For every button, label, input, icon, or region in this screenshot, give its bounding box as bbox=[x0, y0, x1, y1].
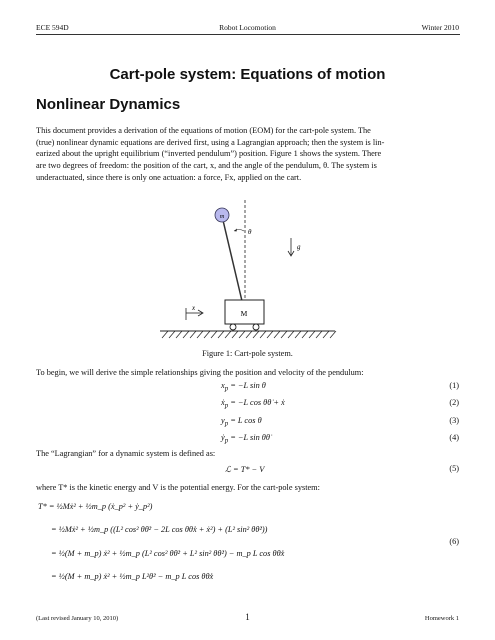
eq2-rhs: = −L cos θθ̇ + ẋ bbox=[230, 398, 285, 407]
ground-hatch bbox=[253, 331, 259, 338]
ground-hatch bbox=[225, 331, 231, 338]
cart-wheel-left bbox=[230, 324, 236, 330]
kinetic-line-3: = ½(M + m_p) ẋ² + ½m_p (L² cos² θθ̇² + L² sin² θθ̇²) − m_p L cos θθ̇ẋ bbox=[51, 549, 285, 558]
eq3-lhs: y bbox=[221, 416, 225, 425]
angle-label: θ bbox=[248, 228, 252, 236]
cart-pole-figure bbox=[130, 200, 370, 345]
position-label: x bbox=[192, 304, 196, 312]
ground-hatch bbox=[267, 331, 273, 338]
eq4-lhs: y bbox=[221, 433, 225, 442]
intro-line: underactuated, since there is only one actuation: a force, Fx, applied on the cart. bbox=[36, 172, 302, 182]
energy-intro: where T* is the kinetic energy and V is the potential energy. For the cart-pole system: bbox=[36, 483, 320, 492]
figure-caption: Figure 1: Cart-pole system. bbox=[202, 349, 293, 358]
gravity-label: g bbox=[297, 243, 301, 251]
equation-5: ℒ = T* − V bbox=[225, 465, 265, 474]
equation-4 bbox=[221, 433, 270, 445]
cart-mass-label: M bbox=[240, 309, 248, 318]
header-right: Winter 2010 bbox=[421, 23, 459, 32]
ground-hatch bbox=[288, 331, 294, 338]
equation-number-1: (1) bbox=[449, 381, 459, 390]
ground-hatch bbox=[162, 331, 168, 338]
ground-hatch bbox=[232, 331, 238, 338]
eq1-sub: p bbox=[224, 385, 229, 393]
ground-hatch bbox=[323, 331, 329, 338]
equation-number-3: (3) bbox=[449, 416, 459, 425]
header-rule bbox=[36, 34, 460, 35]
eq4-sub: p bbox=[224, 437, 229, 445]
ground-hatch bbox=[190, 331, 196, 338]
header-left: ECE 594D bbox=[36, 23, 69, 32]
intro-line: (true) nonlinear dynamic equations are derived first, using a Lagrangian approach; then the system is lin- bbox=[36, 137, 385, 147]
angle-arrowhead bbox=[234, 229, 237, 232]
eq3-rhs: = L cos θ bbox=[230, 416, 262, 425]
ground-hatch bbox=[211, 331, 217, 338]
kinetic-line-1: T* = ½Mẋ² + ½m_p (ẋ_p² + ẏ_p²) bbox=[38, 502, 153, 511]
eq2-sub: p bbox=[224, 402, 229, 410]
cart-wheel-right bbox=[253, 324, 259, 330]
equation-1 bbox=[221, 381, 266, 393]
ground-hatch bbox=[316, 331, 322, 338]
ground-hatch bbox=[330, 331, 336, 338]
eq3-sub: p bbox=[224, 420, 229, 428]
equation-3 bbox=[221, 416, 262, 428]
page-number: 1 bbox=[245, 612, 250, 622]
header-center: Robot Locomotion bbox=[219, 23, 276, 32]
equation-number-4: (4) bbox=[449, 433, 459, 442]
ground-hatch bbox=[295, 331, 301, 338]
lagrangian-intro: The “Lagrangian” for a dynamic system is defined as: bbox=[36, 449, 216, 458]
intro-paragraph bbox=[36, 125, 460, 184]
ground-hatch bbox=[218, 331, 224, 338]
footer-revised: (Last revised January 10, 2010) bbox=[36, 615, 119, 622]
eq2-lhs: x bbox=[221, 398, 225, 407]
ground-hatch bbox=[281, 331, 287, 338]
kinetic-line-4: = ½(M + m_p) ẋ² + ½m_p L²θ̇² − m_p L cos θθ̇ẋ bbox=[51, 572, 214, 581]
equation-2 bbox=[221, 398, 285, 410]
kinetic-line-2: = ½Mẋ² + ½m_p ((L² cos² θθ̇² − 2L cos θθ̇ẋ + ẋ²) + (L² sin² θθ̇²)) bbox=[51, 525, 268, 534]
eq4-rhs: = −L sin θθ̇ bbox=[230, 433, 270, 442]
section-heading: Nonlinear Dynamics bbox=[36, 96, 181, 113]
pendulum-rod bbox=[219, 214, 242, 301]
ground-hatch bbox=[302, 331, 308, 338]
equation-number-6: (6) bbox=[449, 537, 459, 546]
ground-hatch bbox=[197, 331, 203, 338]
ground-hatch bbox=[274, 331, 280, 338]
ground-hatch bbox=[176, 331, 182, 338]
ground-hatch bbox=[239, 331, 245, 338]
equation-number-5: (5) bbox=[449, 464, 459, 473]
ground-hatch bbox=[204, 331, 210, 338]
ground-hatch bbox=[246, 331, 252, 338]
eq1-rhs: = −L sin θ bbox=[230, 381, 266, 390]
kinematics-intro: To begin, we will derive the simple relationships giving the position and velocity of the pendulum: bbox=[36, 368, 364, 377]
ground-hatch bbox=[260, 331, 266, 338]
eq1-lhs: x bbox=[221, 381, 225, 390]
equation-number-2: (2) bbox=[449, 398, 459, 407]
intro-line: This document provides a derivation of the equations of motion (EOM) for the cart-pole system. The bbox=[36, 126, 371, 135]
ground-hatch bbox=[309, 331, 315, 338]
pendulum-mass-label: m bbox=[219, 214, 225, 220]
ground-hatch bbox=[169, 331, 175, 338]
page-title: Cart-pole system: Equations of motion bbox=[109, 66, 386, 83]
intro-line: earized about the upright equilibrium (“inverted pendulum”) position. Figure 1 shows the system. There bbox=[36, 149, 382, 159]
intro-line: are two degrees of freedom: the position of the cart, x, and the angle of the pendulum, θ. The system is bbox=[36, 161, 377, 171]
ground-hatching bbox=[162, 331, 336, 338]
footer-right: Homework 1 bbox=[424, 615, 459, 622]
ground-hatch bbox=[183, 331, 189, 338]
